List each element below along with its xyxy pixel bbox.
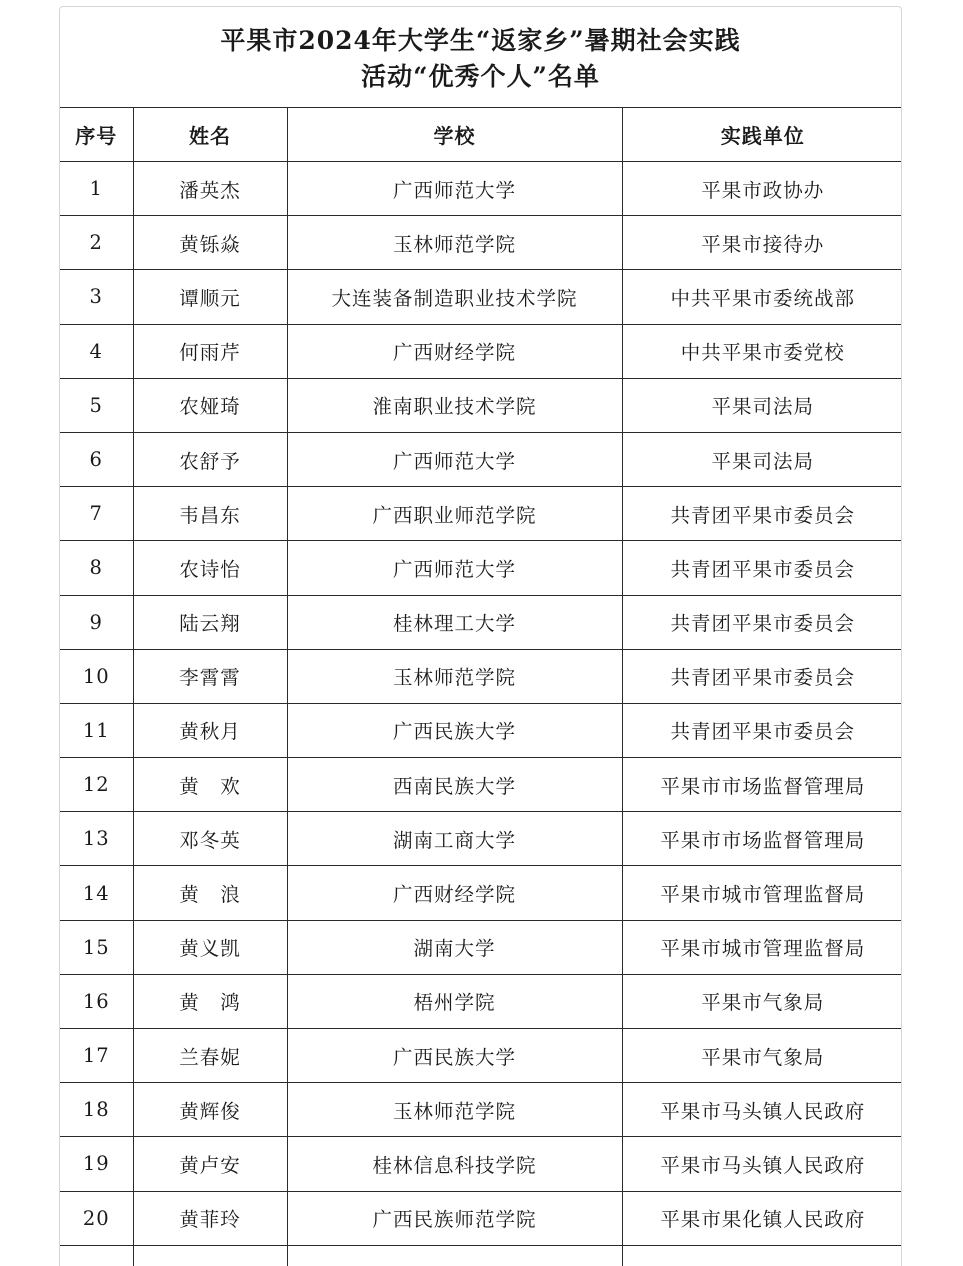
cell-school: 广西财经学院 xyxy=(287,866,622,920)
cell-name: 潘英杰 xyxy=(133,162,287,216)
cell-school: 玉林师范学院 xyxy=(287,216,622,270)
cell-school: 广西师范大学 xyxy=(287,541,622,595)
cell-practice-unit: 平果市政协办 xyxy=(622,162,902,216)
table-row xyxy=(60,541,902,595)
cell-school: 湖南工商大学 xyxy=(287,812,622,866)
cell-school: 广西民族大学 xyxy=(287,703,622,757)
cell-school: 桂林理工大学 xyxy=(287,595,622,649)
cell-number: 3 xyxy=(60,270,133,324)
cell-school: 广西职业师范学院 xyxy=(287,487,622,541)
table-row xyxy=(60,270,902,324)
cell-school: 梧州学院 xyxy=(287,974,622,1028)
cell-school: 玉林师范学院 xyxy=(287,1083,622,1137)
cell-name: 农娅琦 xyxy=(133,378,287,432)
cell-number: 7 xyxy=(60,487,133,541)
cell-name: 黄辉俊 xyxy=(133,1083,287,1137)
cell-number: 12 xyxy=(60,758,133,812)
table-row xyxy=(60,866,902,920)
header-practice-unit: 实践单位 xyxy=(622,108,902,162)
cell-number: 6 xyxy=(60,432,133,486)
cell-number: 2 xyxy=(60,216,133,270)
cell-practice-unit: 平果市马头镇人民政府 xyxy=(622,1137,902,1191)
cell-name: 黄 欢 xyxy=(133,758,287,812)
cell-practice-unit: 平果市果化镇人民政府 xyxy=(622,1191,902,1245)
table-row xyxy=(60,1029,902,1083)
table-row xyxy=(60,432,902,486)
cell-practice-unit: 平果市城市管理监督局 xyxy=(622,866,902,920)
table-row xyxy=(60,974,902,1028)
cell-school: 广西师范大学 xyxy=(287,432,622,486)
table-header-row xyxy=(60,108,902,162)
cell-number xyxy=(60,1245,133,1266)
cell-school: 广西财经学院 xyxy=(287,324,622,378)
cell-practice-unit: 平果市接待办 xyxy=(622,216,902,270)
cell-number: 18 xyxy=(60,1083,133,1137)
cell-number: 11 xyxy=(60,703,133,757)
cell-number: 15 xyxy=(60,920,133,974)
cell-school: 湖南大学 xyxy=(287,920,622,974)
cell-school: 桂林信息科技学院 xyxy=(287,1137,622,1191)
table-row xyxy=(60,1245,902,1266)
table-row xyxy=(60,920,902,974)
cell-practice-unit: 共青团平果市委员会 xyxy=(622,649,902,703)
cell-number: 17 xyxy=(60,1029,133,1083)
cell-school xyxy=(287,1245,622,1266)
cell-school: 淮南职业技术学院 xyxy=(287,378,622,432)
title-line-1: 平果市2024年大学生“返家乡”暑期社会实践 xyxy=(60,23,901,59)
cell-school: 广西民族师范学院 xyxy=(287,1191,622,1245)
cell-practice-unit: 共青团平果市委员会 xyxy=(622,595,902,649)
table-row xyxy=(60,1137,902,1191)
cell-school: 广西师范大学 xyxy=(287,162,622,216)
title-line-2: 活动“优秀个人”名单 xyxy=(60,59,901,95)
header-school: 学校 xyxy=(287,108,622,162)
table-row xyxy=(60,324,902,378)
cell-number: 16 xyxy=(60,974,133,1028)
cell-name xyxy=(133,1245,287,1266)
cell-number: 5 xyxy=(60,378,133,432)
document-title xyxy=(60,23,901,95)
cell-name: 黄 鸿 xyxy=(133,974,287,1028)
table-row xyxy=(60,703,902,757)
table-row xyxy=(60,378,902,432)
cell-name: 兰春妮 xyxy=(133,1029,287,1083)
cell-number: 9 xyxy=(60,595,133,649)
cell-number: 13 xyxy=(60,812,133,866)
table-body xyxy=(60,162,902,1266)
cell-name: 谭顺元 xyxy=(133,270,287,324)
award-list-table xyxy=(60,107,902,1266)
cell-practice-unit: 平果市市场监督管理局 xyxy=(622,758,902,812)
cell-number: 10 xyxy=(60,649,133,703)
cell-name: 邓冬英 xyxy=(133,812,287,866)
cell-practice-unit: 共青团平果市委员会 xyxy=(622,541,902,595)
table-row xyxy=(60,1191,902,1245)
cell-name: 韦昌东 xyxy=(133,487,287,541)
cell-school: 西南民族大学 xyxy=(287,758,622,812)
cell-school: 大连装备制造职业技术学院 xyxy=(287,270,622,324)
document-page xyxy=(59,6,902,1266)
cell-practice-unit: 平果市气象局 xyxy=(622,1029,902,1083)
cell-practice-unit: 平果市气象局 xyxy=(622,974,902,1028)
cell-number: 20 xyxy=(60,1191,133,1245)
cell-practice-unit: 平果司法局 xyxy=(622,378,902,432)
table-row xyxy=(60,487,902,541)
cell-number: 19 xyxy=(60,1137,133,1191)
cell-name: 黄卢安 xyxy=(133,1137,287,1191)
cell-name: 何雨芹 xyxy=(133,324,287,378)
table-row xyxy=(60,216,902,270)
header-number: 序号 xyxy=(60,108,133,162)
cell-number: 1 xyxy=(60,162,133,216)
cell-name: 黄秋月 xyxy=(133,703,287,757)
cell-name: 黄铄焱 xyxy=(133,216,287,270)
cell-number: 8 xyxy=(60,541,133,595)
cell-number: 14 xyxy=(60,866,133,920)
cell-practice-unit: 平果司法局 xyxy=(622,432,902,486)
cell-practice-unit: 中共平果市委党校 xyxy=(622,324,902,378)
cell-practice-unit: 共青团平果市委员会 xyxy=(622,487,902,541)
cell-school: 玉林师范学院 xyxy=(287,649,622,703)
cell-name: 黄 浪 xyxy=(133,866,287,920)
table-row xyxy=(60,162,902,216)
table-row xyxy=(60,1083,902,1137)
cell-practice-unit xyxy=(622,1245,902,1266)
table-row xyxy=(60,758,902,812)
cell-name: 黄义凯 xyxy=(133,920,287,974)
cell-name: 农诗怡 xyxy=(133,541,287,595)
cell-name: 陆云翔 xyxy=(133,595,287,649)
cell-name: 农舒予 xyxy=(133,432,287,486)
cell-name: 黄菲玲 xyxy=(133,1191,287,1245)
table-row xyxy=(60,595,902,649)
header-name: 姓名 xyxy=(133,108,287,162)
cell-practice-unit: 平果市市场监督管理局 xyxy=(622,812,902,866)
cell-name: 李霄霄 xyxy=(133,649,287,703)
cell-number: 4 xyxy=(60,324,133,378)
cell-practice-unit: 平果市马头镇人民政府 xyxy=(622,1083,902,1137)
cell-practice-unit: 中共平果市委统战部 xyxy=(622,270,902,324)
cell-practice-unit: 平果市城市管理监督局 xyxy=(622,920,902,974)
table-row xyxy=(60,649,902,703)
table-row xyxy=(60,812,902,866)
cell-practice-unit: 共青团平果市委员会 xyxy=(622,703,902,757)
cell-school: 广西民族大学 xyxy=(287,1029,622,1083)
